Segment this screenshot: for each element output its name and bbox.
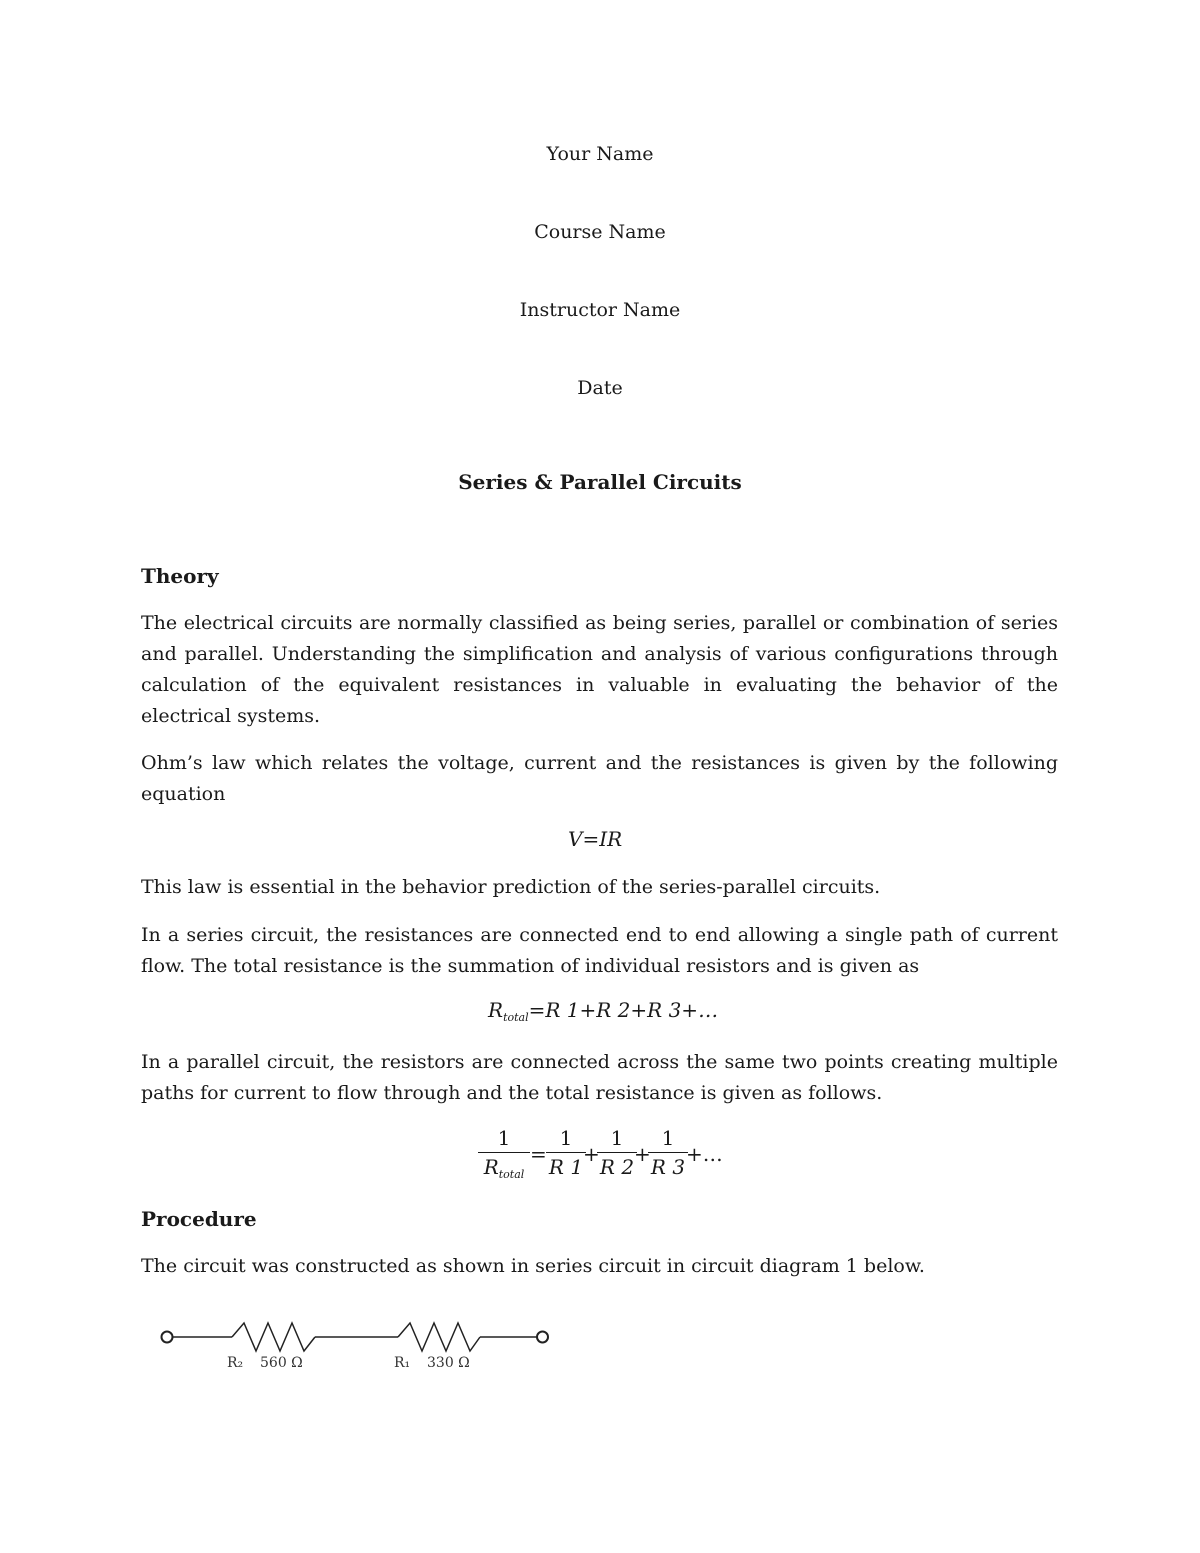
series-lhs-subscript: total: [503, 1011, 529, 1024]
fraction-denominator: R 2: [599, 1155, 635, 1179]
equals-sign: =: [530, 1142, 547, 1166]
fraction-denominator: R 1: [548, 1155, 584, 1179]
series-rhs: =R 1+R 2+R 3+…: [528, 998, 719, 1022]
theory-paragraph-1: The electrical circuits are normally classified as being series, parallel or combination of series and parallel. Understanding the simplification and analysis of various configurations through calculation of the equivalent resistances in valuable in evaluating the behavior of the electrical systems.: [141, 612, 1058, 727]
procedure-paragraph-1: The circuit was constructed as shown in series circuit in circuit diagram 1 below.: [141, 1255, 925, 1277]
series-lhs: R: [488, 998, 504, 1022]
r2-value: 560 Ω: [260, 1355, 303, 1371]
theory-paragraph-4: In a series circuit, the resistances are connected end to end allowing a single path of current flow. The total resistance is the summation of individual resistors and is given as: [141, 924, 1058, 977]
resistor-r2: [232, 1323, 315, 1351]
plus-sign: +: [583, 1142, 600, 1166]
plus-sign: +: [634, 1142, 651, 1166]
date: Date: [577, 377, 623, 399]
fraction-denominator: [478, 1155, 530, 1181]
den-total: R: [483, 1155, 499, 1179]
terminal-left: [162, 1332, 173, 1343]
document-title: Series & Parallel Circuits: [458, 470, 742, 494]
fraction-denominator: R 3: [650, 1155, 686, 1179]
series-resistance-equation: [488, 998, 718, 1024]
equation-tail: +…: [686, 1142, 723, 1166]
theory-heading: Theory: [141, 564, 219, 588]
r1-label: R₁: [394, 1355, 411, 1371]
den-total-subscript: total: [498, 1168, 525, 1181]
fraction-r3: [648, 1126, 688, 1179]
fraction-r1: [546, 1126, 586, 1179]
student-name: Your Name: [546, 143, 654, 165]
terminal-right: [537, 1332, 548, 1343]
theory-paragraph-5: In a parallel circuit, the resistors are connected across the same two points creating multiple paths for current to flow through and the total resistance is given as follows.: [141, 1051, 1058, 1104]
resistor-r1: [398, 1323, 480, 1351]
theory-paragraph-2: Ohm’s law which relates the voltage, current and the resistances is given by the following equation: [141, 752, 1058, 805]
ohms-law-equation: V=IR: [568, 827, 623, 851]
fraction-numerator: 1: [559, 1126, 573, 1150]
fraction-numerator: 1: [497, 1126, 511, 1150]
instructor-name: Instructor Name: [519, 299, 681, 321]
theory-paragraph-3: This law is essential in the behavior prediction of the series-parallel circuits.: [141, 876, 881, 898]
fraction-total: [478, 1126, 530, 1181]
fraction-numerator: 1: [661, 1126, 675, 1150]
course-name: Course Name: [534, 221, 666, 243]
procedure-heading: Procedure: [141, 1207, 257, 1231]
series-circuit-diagram: [150, 1310, 570, 1390]
fraction-numerator: 1: [610, 1126, 624, 1150]
r2-label: R₂: [227, 1355, 244, 1371]
r1-value: 330 Ω: [427, 1355, 470, 1371]
fraction-r2: [597, 1126, 637, 1179]
